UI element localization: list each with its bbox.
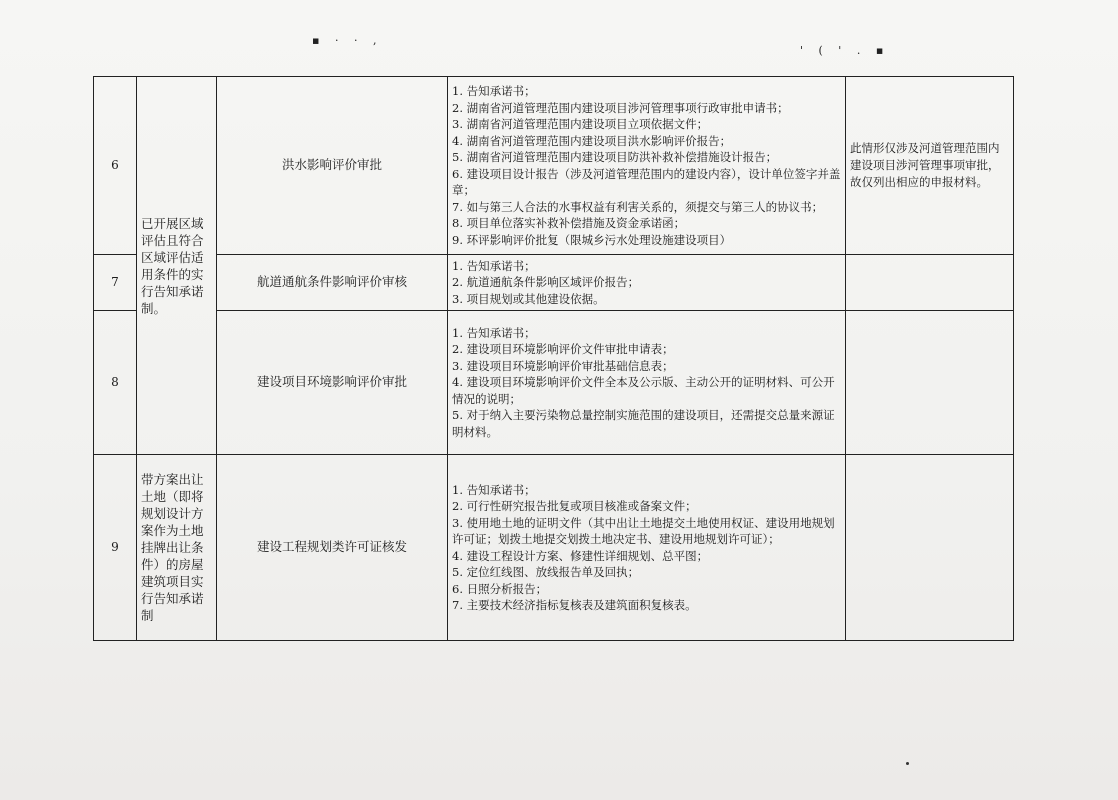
table-row xyxy=(94,255,1014,311)
material-item: 1. 告知承诺书； xyxy=(452,84,536,98)
material-item: 1. 告知承诺书； xyxy=(452,482,536,497)
material-item: 4. 湖南省河道管理范围内建设项目洪水影响评价报告； xyxy=(452,133,732,148)
material-item: 3. 使用地土地的证明文件（其中出让土地提交土地使用权证、建设用地规划许可证；划拨土地提交划拨土地决定书、建设用地规划许可证）； xyxy=(452,515,835,546)
material-item: 2. 建设项目环境影响评价文件审批申请表； xyxy=(452,342,674,357)
table-row xyxy=(94,311,1014,455)
material-item: 5. 定位红线图、放线报告单及回执； xyxy=(452,565,640,579)
material-item: 6. 日照分析报告； xyxy=(452,581,548,596)
material-item: 7. 主要技术经济指标复核表及建筑面积复核表。 xyxy=(452,598,697,612)
item-name: 航道通航条件影响评价审核 xyxy=(217,255,448,311)
category-cell: 已开展区域评估且符合区域评估适用条件的实行告知承诺制。 xyxy=(137,77,217,455)
remark-cell: 此情形仅涉及河道管理范围内建设项目涉河管理事项审批，故仅列出相应的申报材料。 xyxy=(846,77,1014,255)
scan-dot xyxy=(906,762,909,765)
row-number: 6 xyxy=(94,77,137,255)
materials-list xyxy=(448,311,846,455)
table-row xyxy=(94,455,1014,641)
scan-mark-top-right: ' ( ' . ▪ xyxy=(800,44,890,57)
table-row xyxy=(94,77,1014,255)
scan-mark-top-left: ▪ · · , xyxy=(312,34,383,47)
material-item: 3. 建设项目环境影响评价审批基础信息表； xyxy=(452,358,674,373)
row-number: 7 xyxy=(94,255,137,311)
category-cell: 带方案出让土地（即将规划设计方案作为土地挂牌出让条件）的房屋建筑项目实行告知承诺制 xyxy=(137,455,217,641)
remark-cell xyxy=(846,311,1014,455)
material-item: 1. 告知承诺书； xyxy=(452,325,536,340)
material-item: 9. 环评影响评价批复（限城乡污水处理设施建设项目） xyxy=(452,232,732,247)
material-item: 5. 对于纳入主要污染物总量控制实施范围的建设项目，还需提交总量来源证明材料。 xyxy=(452,408,835,439)
material-item: 2. 湖南省河道管理范围内建设项目涉河管理事项行政审批申请书； xyxy=(452,100,789,115)
row-number: 9 xyxy=(94,455,137,641)
item-name: 洪水影响评价审批 xyxy=(217,77,448,255)
material-item: 4. 建设工程设计方案、修建性详细规划、总平图； xyxy=(452,548,709,563)
material-item: 3. 项目规划或其他建设依据。 xyxy=(452,291,605,306)
material-item: 4. 建设项目环境影响评价文件全本及公示版、主动公开的证明材料、可公开情况的说明； xyxy=(452,375,835,406)
row-number: 8 xyxy=(94,311,137,455)
remark-cell xyxy=(846,455,1014,641)
material-item: 3. 湖南省河道管理范围内建设项目立项依据文件； xyxy=(452,117,709,131)
remark-cell xyxy=(846,255,1014,311)
materials-list xyxy=(448,455,846,641)
material-item: 7. 如与第三人合法的水事权益有利害关系的，须提交与第三人的协议书； xyxy=(452,199,824,214)
material-item: 2. 可行性研究报告批复或项目核准或备案文件； xyxy=(452,499,697,513)
approval-table xyxy=(93,76,1014,641)
material-item: 1. 告知承诺书； xyxy=(452,258,536,273)
materials-list xyxy=(448,77,846,255)
material-item: 8. 项目单位落实补救补偿措施及资金承诺函； xyxy=(452,216,686,230)
item-name: 建设工程规划类许可证核发 xyxy=(217,455,448,641)
materials-list xyxy=(448,255,846,311)
item-name: 建设项目环境影响评价审批 xyxy=(217,311,448,455)
material-item: 2. 航道通航条件影响区域评价报告； xyxy=(452,275,640,290)
material-item: 6. 建设项目设计报告（涉及河道管理范围内的建设内容），设计单位签字并盖章； xyxy=(452,166,841,197)
material-item: 5. 湖南省河道管理范围内建设项目防洪补救补偿措施设计报告； xyxy=(452,150,778,164)
